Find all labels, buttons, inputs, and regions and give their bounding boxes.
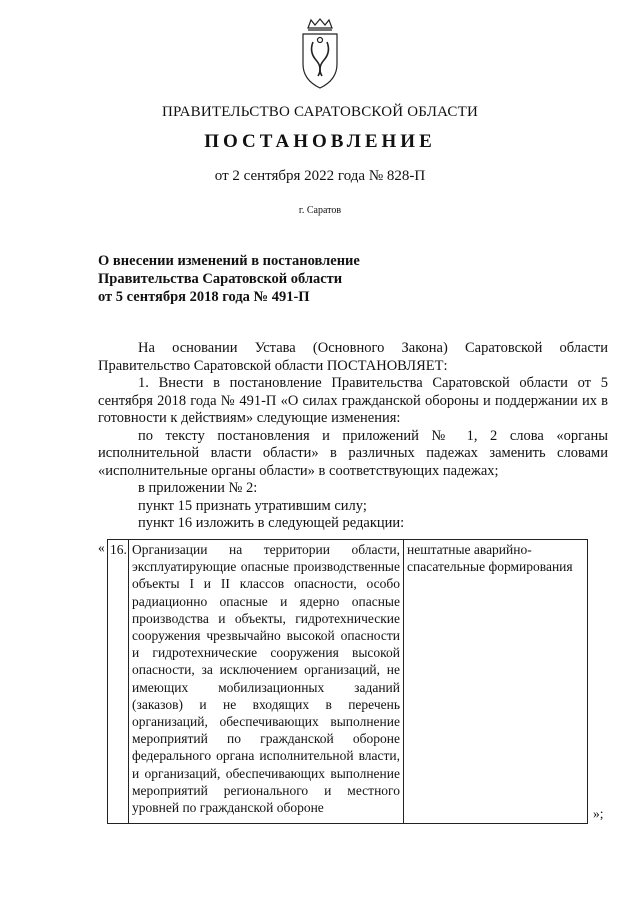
opening-quote: « — [98, 540, 105, 555]
preamble-paragraph: На основании Устава (Основного Закона) Саратовской области Правительство Саратовской области ПОСТАНОВЛЯЕТ: — [98, 340, 608, 374]
annex-paragraph: в приложении № 2: — [138, 480, 258, 496]
closing-quote: »; — [593, 806, 604, 821]
amendment-number-cell: 16. — [107, 539, 128, 824]
amendment-table — [98, 539, 610, 824]
document-subject — [98, 252, 360, 306]
government-name: ПРАВИТЕЛЬСТВО САРАТОВСКОЙ ОБЛАСТИ — [161, 104, 479, 120]
document-type: ПОСТАНОВЛЕНИЕ — [204, 131, 436, 152]
item-1-paragraph: 1. Внести в постановление Правительства Саратовской области от 5 сентября 2018 года № 491-П «О силах гражданской обороны и поддержании их в готовности к действиям» следующие изменения: — [98, 375, 608, 426]
subject-line: Правительства Саратовской области — [98, 271, 343, 287]
text-change-paragraph: по тексту постановления и приложений № 1, 2 слова «органы исполнительной власти области» в различных падежах заменить словами «исполнительные органы области» в соответствующих падежах; — [98, 427, 608, 479]
city: г. Саратов — [298, 205, 342, 216]
document-body — [98, 340, 608, 533]
coat-of-arms-icon — [298, 18, 342, 90]
subject-line: от 5 сентября 2018 года № 491-П — [98, 289, 310, 305]
amendment-text-cell: Организации на территории области, эксплуатирующие опасные производственные объекты I и II классов опасности, особо радиационно опасные и ядерно опасные производства и объекты, гидротехнические сооружения чрезвычайно высокой опасности и гидротехнические сооружения высокой опасности, за исключением организаций, не имеющих мобилизационных заданий (заказов) и не входящих в перечень организаций, обеспечивающих выполнение мероприятий по гражданской обороне федерального органа исполнительной власти, и организаций, обеспечивающих выполнение мероприятий регионального и местного уровней по гражданской обороне — [128, 539, 404, 824]
amendment-units-cell: нештатные аварийно-спасательные формирования — [404, 539, 588, 824]
point-16-paragraph: пункт 16 изложить в следующей редакции: — [138, 515, 405, 531]
subject-line: О внесении изменений в постановление — [98, 253, 360, 269]
point-15-paragraph: пункт 15 признать утратившим силу; — [138, 497, 367, 514]
date-number-line: от 2 сентября 2022 года № 828-П — [214, 168, 426, 184]
